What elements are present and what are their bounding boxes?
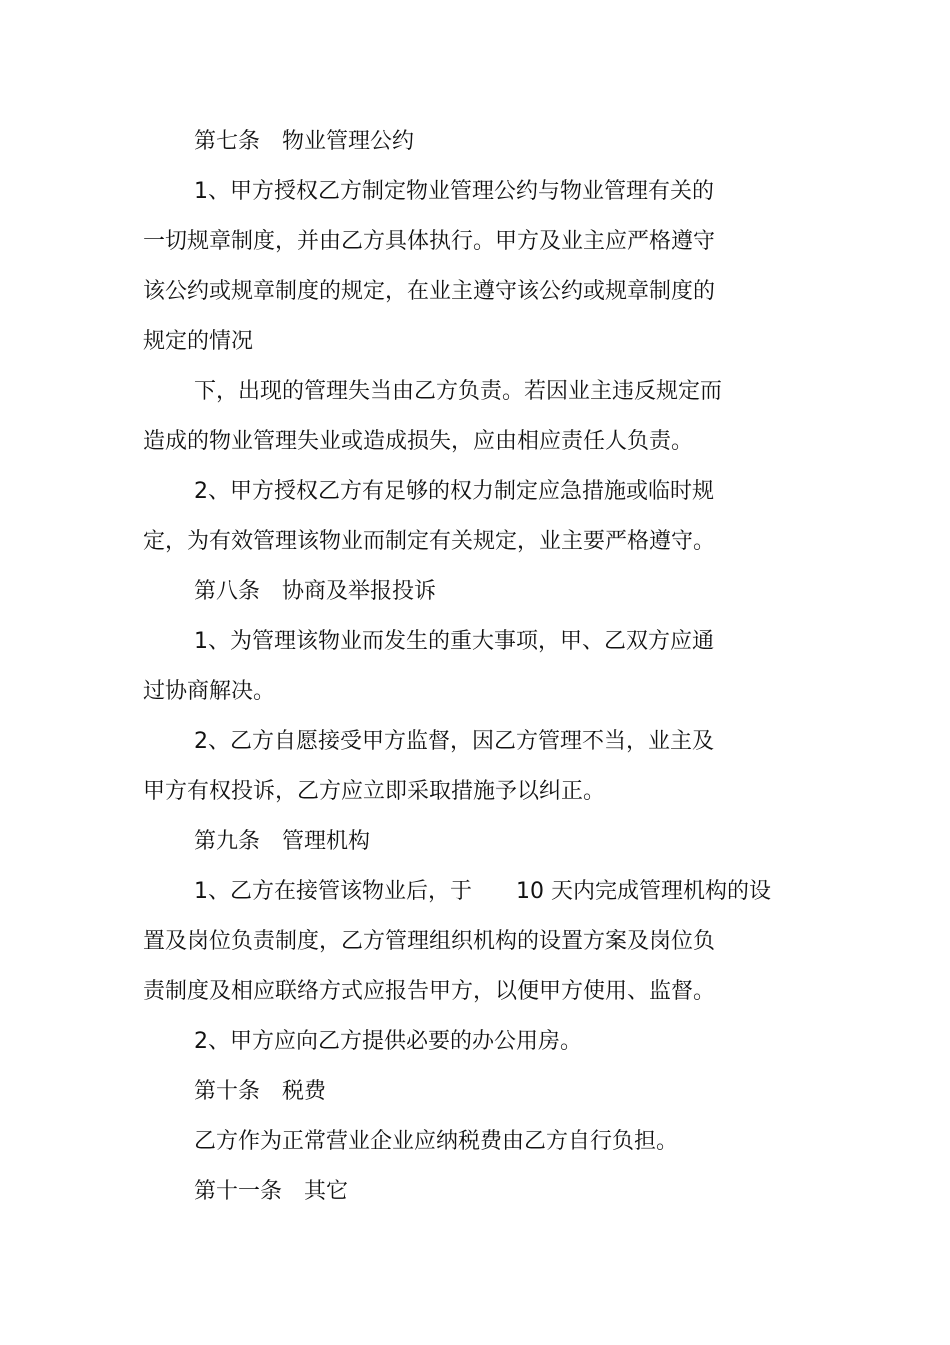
article-heading: 第八条 协商及举报投诉 <box>194 579 437 604</box>
paragraph-line: 1、甲方授权乙方制定物业管理公约与物业管理有关的 <box>194 179 714 204</box>
paragraph-line: 2、甲方授权乙方有足够的权力制定应急措施或临时规 <box>194 479 714 504</box>
article-heading: 第十条 税费 <box>194 1079 327 1104</box>
article-heading: 第十一条 其它 <box>194 1179 349 1204</box>
paragraph-line: 责制度及相应联络方式应报告甲方，以便甲方使用、监督。 <box>143 979 716 1004</box>
paragraph-line: 1、为管理该物业而发生的重大事项，甲、乙双方应通 <box>194 629 714 654</box>
paragraph-line: 2、乙方自愿接受甲方监督，因乙方管理不当，业主及 <box>194 729 714 754</box>
paragraph-line: 1、乙方在接管该物业后，于 10 天内完成管理机构的设 <box>194 879 771 904</box>
paragraph-line: 定，为有效管理该物业而制定有关规定，业主要严格遵守。 <box>143 529 716 554</box>
document-body <box>143 117 803 1217</box>
paragraph-line: 2、甲方应向乙方提供必要的办公用房。 <box>194 1029 582 1054</box>
article-heading: 第七条 物业管理公约 <box>194 129 415 154</box>
paragraph-line: 乙方作为正常营业企业应纳税费由乙方自行负担。 <box>194 1129 679 1154</box>
paragraph-line: 规定的情况 <box>143 329 254 354</box>
paragraph-line: 置及岗位负责制度，乙方管理组织机构的设置方案及岗位负 <box>143 929 716 954</box>
paragraph-line: 一切规章制度，并由乙方具体执行。甲方及业主应严格遵守 <box>143 229 716 254</box>
paragraph-line: 过协商解决。 <box>143 679 276 704</box>
paragraph-line: 造成的物业管理失业或造成损失，应由相应责任人负责。 <box>143 429 694 454</box>
paragraph-line: 下，出现的管理失当由乙方负责。若因业主违反规定而 <box>194 379 723 404</box>
paragraph-line: 甲方有权投诉，乙方应立即采取措施予以纠正。 <box>143 779 606 804</box>
article-heading: 第九条 管理机构 <box>194 829 371 854</box>
paragraph-line: 该公约或规章制度的规定，在业主遵守该公约或规章制度的 <box>143 279 716 304</box>
